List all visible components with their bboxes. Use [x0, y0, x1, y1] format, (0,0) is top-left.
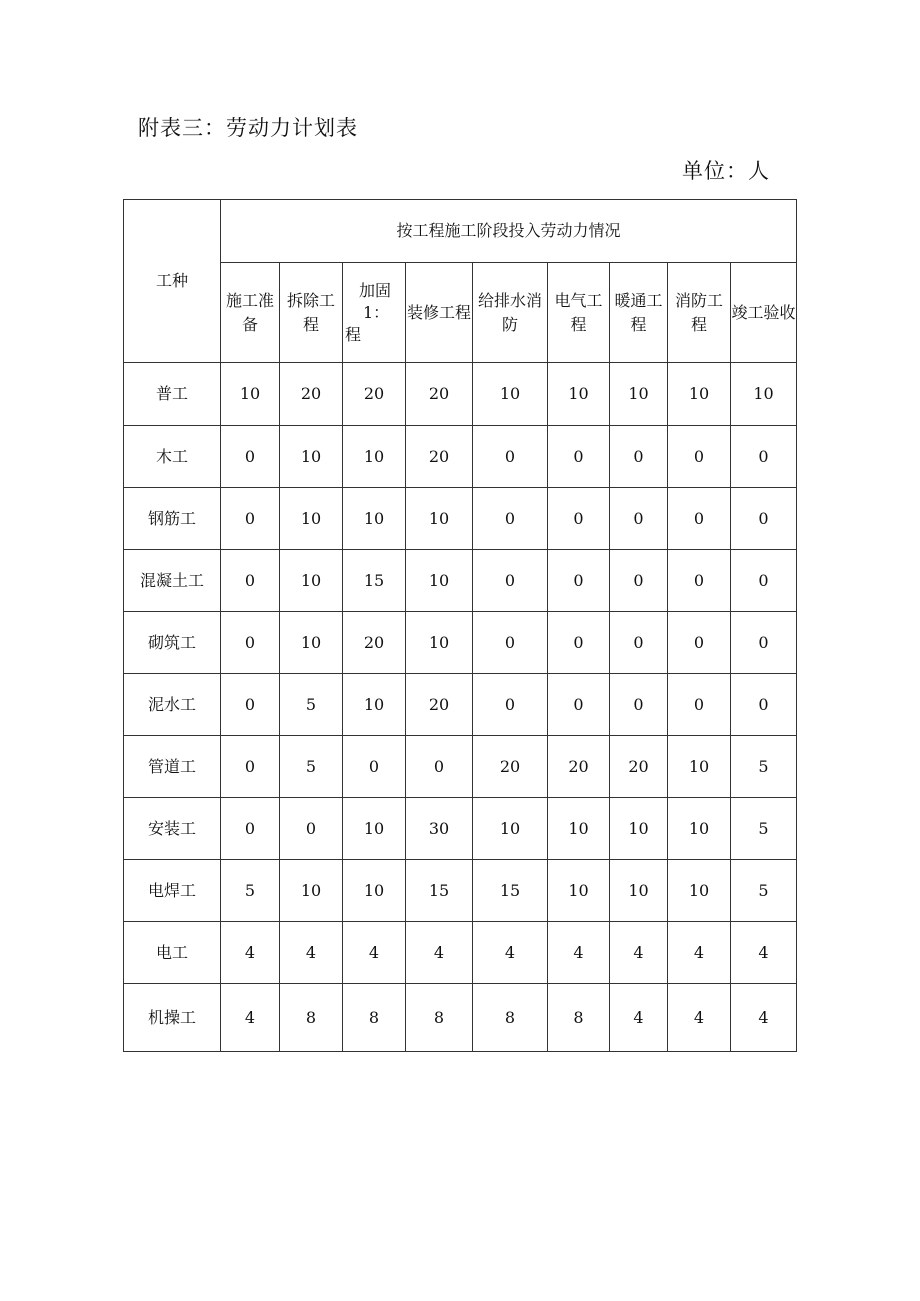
- labor-count-cell: 10: [343, 674, 406, 736]
- table-row: [124, 674, 797, 736]
- labor-count-cell: 10: [548, 798, 610, 860]
- header-stage-acceptance: 竣工验收: [731, 263, 797, 363]
- labor-count-cell: 0: [548, 426, 610, 488]
- trade-name-cell: 混凝土工: [124, 550, 221, 612]
- page-title: 附表三：劳动力计划表: [138, 116, 358, 140]
- trade-name-cell: 钢筋工: [124, 488, 221, 550]
- labor-count-cell: 0: [610, 612, 668, 674]
- labor-count-cell: 0: [731, 426, 797, 488]
- labor-count-cell: 10: [610, 363, 668, 426]
- labor-count-cell: 0: [473, 550, 548, 612]
- labor-count-cell: 15: [343, 550, 406, 612]
- table-row: [124, 922, 797, 984]
- trade-name-cell: 泥水工: [124, 674, 221, 736]
- header-row-stages: [124, 263, 797, 363]
- labor-count-cell: 10: [280, 426, 343, 488]
- labor-count-cell: 4: [731, 922, 797, 984]
- header-stage-reinforcement-line: 1：: [363, 302, 390, 322]
- labor-count-cell: 20: [473, 736, 548, 798]
- labor-count-cell: 0: [473, 426, 548, 488]
- labor-count-cell: 0: [548, 488, 610, 550]
- labor-count-cell: 10: [280, 612, 343, 674]
- labor-count-cell: 20: [343, 363, 406, 426]
- labor-count-cell: 4: [548, 922, 610, 984]
- labor-count-cell: 10: [473, 363, 548, 426]
- labor-count-cell: 10: [343, 426, 406, 488]
- header-stage-reinforcement-line: 加固: [359, 280, 392, 300]
- trade-name-cell: 管道工: [124, 736, 221, 798]
- labor-count-cell: 4: [668, 922, 731, 984]
- labor-count-cell: 0: [473, 488, 548, 550]
- labor-count-cell: 8: [406, 984, 473, 1052]
- labor-count-cell: 15: [473, 860, 548, 922]
- labor-count-cell: 0: [610, 488, 668, 550]
- labor-count-cell: 10: [221, 363, 280, 426]
- labor-count-cell: 4: [610, 984, 668, 1052]
- header-stage-hvac: 暖通工程: [610, 263, 668, 363]
- labor-count-cell: 10: [406, 488, 473, 550]
- labor-count-cell: 10: [548, 860, 610, 922]
- header-stage-fire-protection: 消防工程: [668, 263, 731, 363]
- table-row: [124, 612, 797, 674]
- header-stage-plumbing-fire: 给排水消防: [473, 263, 548, 363]
- labor-count-cell: 0: [473, 612, 548, 674]
- header-stage-demolition: 拆除工程: [280, 263, 343, 363]
- labor-count-cell: 10: [610, 860, 668, 922]
- labor-count-cell: 5: [731, 798, 797, 860]
- unit-label: 单位：人: [682, 159, 770, 183]
- labor-count-cell: 10: [668, 363, 731, 426]
- labor-count-cell: 4: [668, 984, 731, 1052]
- trade-name-cell: 电焊工: [124, 860, 221, 922]
- table-body: [124, 200, 797, 1052]
- labor-count-cell: 0: [548, 674, 610, 736]
- labor-count-cell: 10: [731, 363, 797, 426]
- labor-count-cell: 0: [610, 674, 668, 736]
- table-row: [124, 736, 797, 798]
- labor-count-cell: 0: [668, 426, 731, 488]
- labor-count-cell: 15: [406, 860, 473, 922]
- labor-count-cell: 4: [221, 984, 280, 1052]
- labor-count-cell: 0: [610, 550, 668, 612]
- labor-count-cell: 0: [221, 736, 280, 798]
- table-row: [124, 984, 797, 1052]
- labor-count-cell: 5: [731, 860, 797, 922]
- labor-count-cell: 10: [406, 612, 473, 674]
- table-row: [124, 363, 797, 426]
- labor-count-cell: 10: [668, 860, 731, 922]
- labor-count-cell: 20: [406, 674, 473, 736]
- table-row: [124, 488, 797, 550]
- labor-count-cell: 0: [731, 550, 797, 612]
- header-stage-decoration: 装修工程: [406, 263, 473, 363]
- header-stage-electrical: 电气工程: [548, 263, 610, 363]
- labor-count-cell: 0: [548, 550, 610, 612]
- trade-name-cell: 电工: [124, 922, 221, 984]
- labor-count-cell: 10: [473, 798, 548, 860]
- labor-count-cell: 5: [280, 736, 343, 798]
- labor-count-cell: 20: [343, 612, 406, 674]
- labor-count-cell: 8: [280, 984, 343, 1052]
- labor-count-cell: 4: [221, 922, 280, 984]
- labor-count-cell: 0: [221, 550, 280, 612]
- trade-name-cell: 普工: [124, 363, 221, 426]
- labor-count-cell: 20: [280, 363, 343, 426]
- labor-count-cell: 0: [668, 488, 731, 550]
- labor-count-cell: 0: [221, 426, 280, 488]
- labor-count-cell: 10: [343, 798, 406, 860]
- labor-count-cell: 10: [668, 736, 731, 798]
- trade-name-cell: 砌筑工: [124, 612, 221, 674]
- trade-name-cell: 木工: [124, 426, 221, 488]
- labor-count-cell: 8: [548, 984, 610, 1052]
- header-stage-reinforcement-line: 程: [345, 324, 362, 344]
- labor-count-cell: 0: [221, 674, 280, 736]
- labor-count-cell: 0: [343, 736, 406, 798]
- labor-plan-table: [123, 199, 797, 1052]
- labor-count-cell: 4: [343, 922, 406, 984]
- labor-count-cell: 8: [473, 984, 548, 1052]
- labor-count-cell: 0: [473, 674, 548, 736]
- header-row-group: [124, 200, 797, 263]
- header-stage-group: 按工程施工阶段投入劳动力情况: [221, 200, 797, 263]
- labor-count-cell: 0: [548, 612, 610, 674]
- labor-count-cell: 10: [668, 798, 731, 860]
- labor-count-cell: 4: [473, 922, 548, 984]
- labor-count-cell: 10: [548, 363, 610, 426]
- labor-count-cell: 8: [343, 984, 406, 1052]
- labor-count-cell: 10: [343, 488, 406, 550]
- labor-count-cell: 30: [406, 798, 473, 860]
- labor-count-cell: 4: [406, 922, 473, 984]
- labor-count-cell: 4: [610, 922, 668, 984]
- labor-count-cell: 0: [221, 488, 280, 550]
- labor-count-cell: 0: [731, 612, 797, 674]
- table-row: [124, 426, 797, 488]
- table-row: [124, 550, 797, 612]
- labor-count-cell: 10: [406, 550, 473, 612]
- labor-count-cell: 0: [406, 736, 473, 798]
- table-row: [124, 798, 797, 860]
- labor-count-cell: 20: [610, 736, 668, 798]
- header-stage-prep: 施工准备: [221, 263, 280, 363]
- labor-count-cell: 20: [548, 736, 610, 798]
- labor-count-cell: 20: [406, 363, 473, 426]
- labor-count-cell: 0: [668, 674, 731, 736]
- labor-count-cell: 4: [731, 984, 797, 1052]
- labor-count-cell: 5: [280, 674, 343, 736]
- labor-count-cell: 0: [221, 612, 280, 674]
- labor-count-cell: 0: [731, 674, 797, 736]
- trade-name-cell: 机操工: [124, 984, 221, 1052]
- labor-count-cell: 10: [343, 860, 406, 922]
- header-stage-reinforcement: [343, 263, 406, 363]
- labor-count-cell: 0: [731, 488, 797, 550]
- header-trade: 工种: [124, 200, 221, 363]
- labor-count-cell: 10: [280, 488, 343, 550]
- trade-name-cell: 安装工: [124, 798, 221, 860]
- labor-count-cell: 5: [731, 736, 797, 798]
- labor-count-cell: 0: [221, 798, 280, 860]
- table-row: [124, 860, 797, 922]
- labor-count-cell: 0: [668, 550, 731, 612]
- labor-count-cell: 0: [668, 612, 731, 674]
- labor-count-cell: 10: [280, 550, 343, 612]
- labor-count-cell: 10: [610, 798, 668, 860]
- labor-count-cell: 4: [280, 922, 343, 984]
- labor-count-cell: 5: [221, 860, 280, 922]
- labor-count-cell: 0: [280, 798, 343, 860]
- labor-count-cell: 0: [610, 426, 668, 488]
- labor-count-cell: 20: [406, 426, 473, 488]
- labor-count-cell: 10: [280, 860, 343, 922]
